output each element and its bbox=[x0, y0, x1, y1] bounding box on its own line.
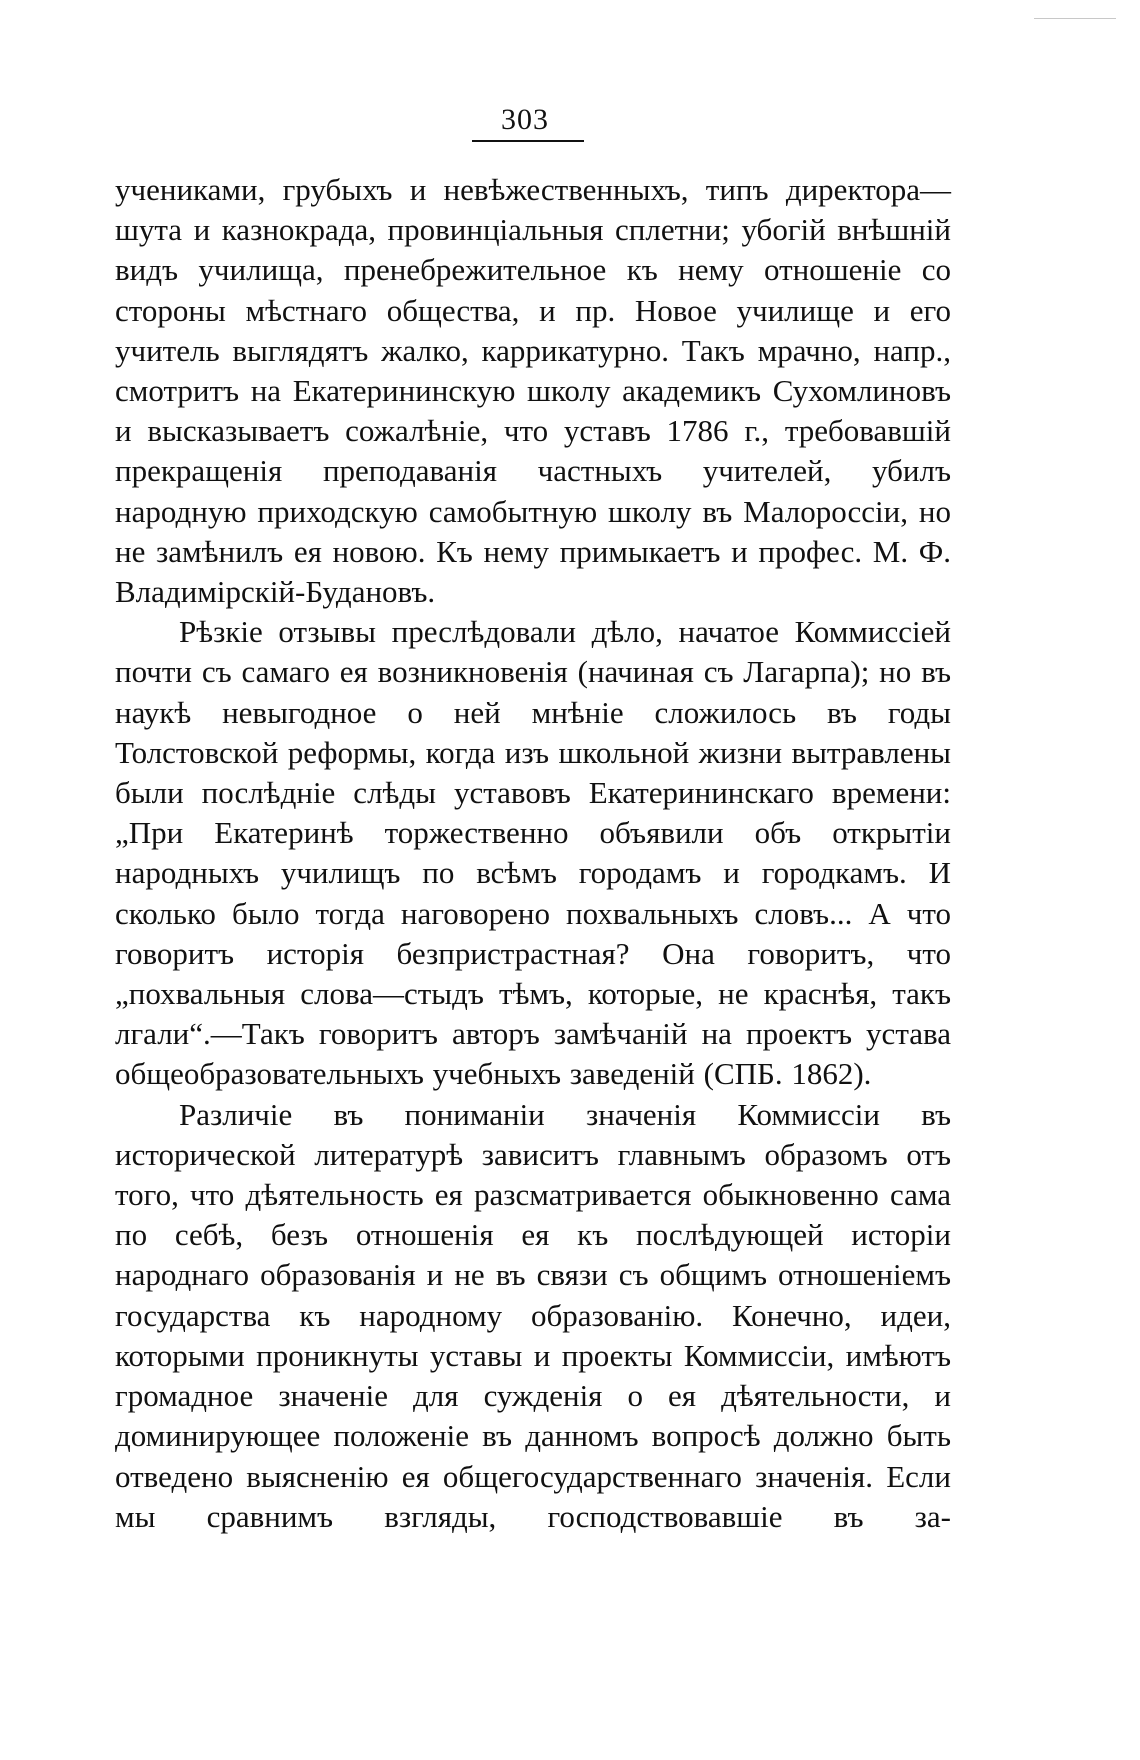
scan-edge-mark bbox=[1034, 18, 1116, 19]
paragraph-3: Различіе въ пониманіи значенія Коммиссіи въ исторической литературѣ зависитъ главнымъ образомъ отъ того, что дѣятельность ея разсматривается обыкновенно сама по себѣ, безъ отношенія ея къ послѣдующей исторіи народнаго образованія и не въ связи съ общимъ отношеніемъ государства къ народному образованію. Конечно, идеи, которыми проникнуты уставы и проекты Коммиссіи, имѣютъ громадное значеніе для сужденія о ея дѣятельности, и доминирующее положеніе въ данномъ вопросѣ должно быть отведено выясненію ея общегосударственнаго значенія. Если мы сравнимъ взгляды, господствовавшіе въ за- bbox=[115, 1096, 951, 1534]
page-number: 303 bbox=[501, 103, 549, 136]
page-number-rule bbox=[472, 140, 584, 142]
paragraph-2: Рѣзкіе отзывы преслѣдовали дѣло, начатое Коммиссіей почти съ самаго ея возникновенія (начиная съ Лагарпа); но въ наукѣ невыгодное о ней мнѣніе сложилось въ годы Толстовской реформы, когда изъ школьной жизни вытравлены были послѣдніе слѣды уставовъ Екатерининскаго времени: „При Екатеринѣ торжественно объявили объ открытіи народныхъ училищъ по всѣмъ городамъ и городкамъ. И сколько было тогда наговорено похвальныхъ словъ... А что говоритъ исторія безпристрастная? Она говоритъ, что „похвальныя слова—стыдъ тѣмъ, которые, не краснѣя, такъ лгали“.—Такъ говоритъ авторъ замѣчаній на проектъ устава общеобразовательныхъ учебныхъ заведеній (СПБ. 1862). bbox=[115, 614, 951, 1092]
body-text bbox=[115, 170, 951, 1537]
paragraph-1: учениками, грубыхъ и невѣжественныхъ, типъ директора—шута и казнокрада, провинціальныя сплетни; убогій внѣшній видъ училища, пренебрежительное къ нему отношеніе со стороны мѣстнаго общества, и пр. Новое училище и его учитель выглядятъ жалко, каррикатурно. Такъ мрачно, напр., смотритъ на Екатерининскую школу академикъ Сухомлиновъ и высказываетъ сожалѣніе, что уставъ 1786 г., требовавшій прекращенія преподаванія частныхъ учителей, убилъ народную приходскую самобытную школу въ Малороссіи, но не замѣнилъ ея новою. Къ нему примыкаетъ и профес. М. Ф. Владимірскій-Будановъ. bbox=[115, 172, 951, 610]
